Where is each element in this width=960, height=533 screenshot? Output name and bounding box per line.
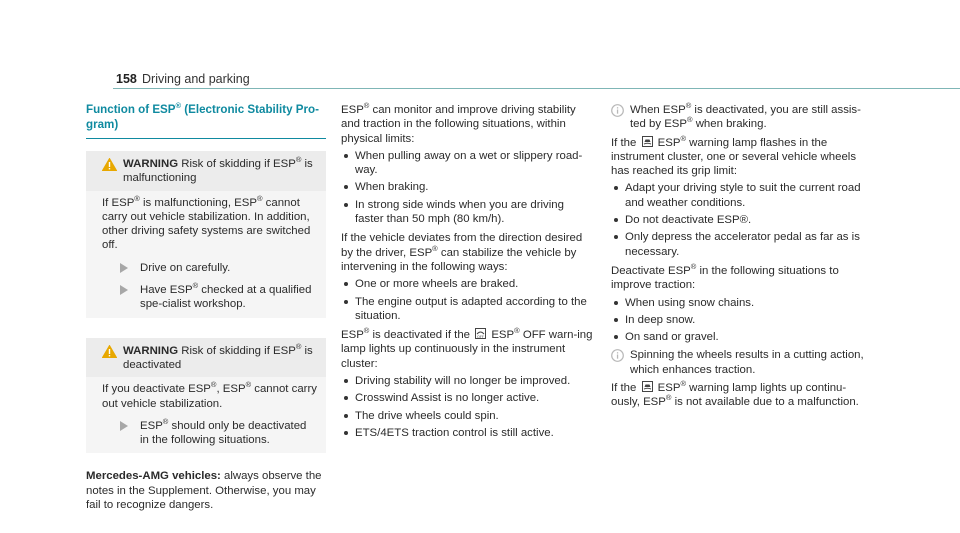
flashing-paragraph: If the ESP® warning lamp flashes in the instrument cluster, one or several vehicle wheels has reached its grip limit: <box>611 133 857 178</box>
column-2 <box>341 103 594 440</box>
info-note: Spinning the wheels results in a cutting action, which enhances traction. <box>611 348 869 377</box>
list-item: Adapt your driving style to suit the current road and weather conditions. <box>611 181 869 210</box>
svg-text:OFF: OFF <box>477 335 485 340</box>
list-item: ETS/4ETS traction control is still active. <box>341 426 594 440</box>
list-item: In deep snow. <box>611 313 869 327</box>
step-arrow-icon <box>120 263 128 273</box>
situations-list <box>341 149 594 226</box>
warning-triangle-icon <box>102 345 117 358</box>
step-item: ESP® should only be deactivated in the following situations. <box>102 419 318 448</box>
warning-box-deactivated <box>86 338 326 454</box>
warning-heading: WARNING Risk of skidding if ESP® is deactivated <box>123 341 313 371</box>
header-rule <box>113 88 960 89</box>
step-arrow-icon <box>120 421 128 431</box>
section-name: Driving and parking <box>142 72 250 86</box>
info-note: When ESP® is deactivated, you are still assis-ted by ESP® when braking. <box>611 103 869 132</box>
esp-car-icon <box>642 381 653 392</box>
amg-note: Mercedes-AMG vehicles: always observe the notes in the Supplement. Otherwise, you may fail to recognize dangers. <box>86 470 322 512</box>
info-note-icon <box>611 104 624 117</box>
list-item: Crosswind Assist is no longer active. <box>341 391 594 405</box>
warning-text: If you deactivate ESP®, ESP® cannot carry out vehicle stabilization. <box>102 380 317 410</box>
step-arrow-icon <box>120 285 128 295</box>
grip-limit-list <box>611 181 869 258</box>
list-item: When using snow chains. <box>611 296 869 310</box>
deactivate-situations-paragraph: Deactivate ESP® in the following situations to improve traction: <box>611 262 839 292</box>
intro-paragraph: ESP® can monitor and improve driving stability and traction in the following situations, within physical limits: <box>341 101 576 145</box>
list-item: When braking. <box>341 180 594 194</box>
warning-heading: WARNING Risk of skidding if ESP® is malfunctioning <box>123 155 313 185</box>
warning-triangle-icon <box>102 158 117 171</box>
deviation-paragraph: If the vehicle deviates from the direction desired by the driver, ESP® can stabilize the vehicle by intervening in the following ways: <box>341 232 583 273</box>
list-item: When pulling away on a wet or slippery road-way. <box>341 149 594 178</box>
intervention-list <box>341 277 594 323</box>
traction-situations-list <box>611 296 869 345</box>
page-number: 158 <box>116 72 137 86</box>
step-item: Have ESP® checked at a qualified spe-cialist workshop. <box>102 283 318 312</box>
warning-text: If ESP® is malfunctioning, ESP® cannot carry out vehicle stabilization. In addition, other driving safety systems are switched off. <box>102 193 311 252</box>
esp-off-icon <box>475 328 486 339</box>
esp-car-icon <box>642 136 653 147</box>
list-item: One or more wheels are braked. <box>341 277 594 291</box>
list-item: Driving stability will no longer be improved. <box>341 374 594 388</box>
deactivated-paragraph: ESP® is deactivated if the OFF ESP® OFF warn-ing lamp lights up continuously in the instrument cluster: <box>341 326 593 370</box>
list-item: Only depress the accelerator pedal as far as is necessary. <box>611 230 869 259</box>
column-3 <box>611 103 869 410</box>
deactivated-consequences-list <box>341 374 594 440</box>
list-item: Do not deactivate ESP®. <box>611 213 869 227</box>
warning-box-malfunction <box>86 151 326 318</box>
info-note-icon <box>611 349 624 362</box>
continuous-lamp-paragraph: If the ESP® warning lamp lights up continu-ously, ESP® is not available due to a malfunction. <box>611 379 859 409</box>
list-item: The engine output is adapted according to the situation. <box>341 295 594 324</box>
section-title: Function of ESP® (Electronic Stability Pro-gram) <box>86 103 326 139</box>
list-item: The drive wheels could spin. <box>341 409 594 423</box>
column-1 <box>86 103 326 512</box>
list-item: In strong side winds when you are driving faster than 50 mph (80 km/h). <box>341 198 594 227</box>
list-item: On sand or gravel. <box>611 330 869 344</box>
step-item: Drive on carefully. <box>102 261 318 275</box>
